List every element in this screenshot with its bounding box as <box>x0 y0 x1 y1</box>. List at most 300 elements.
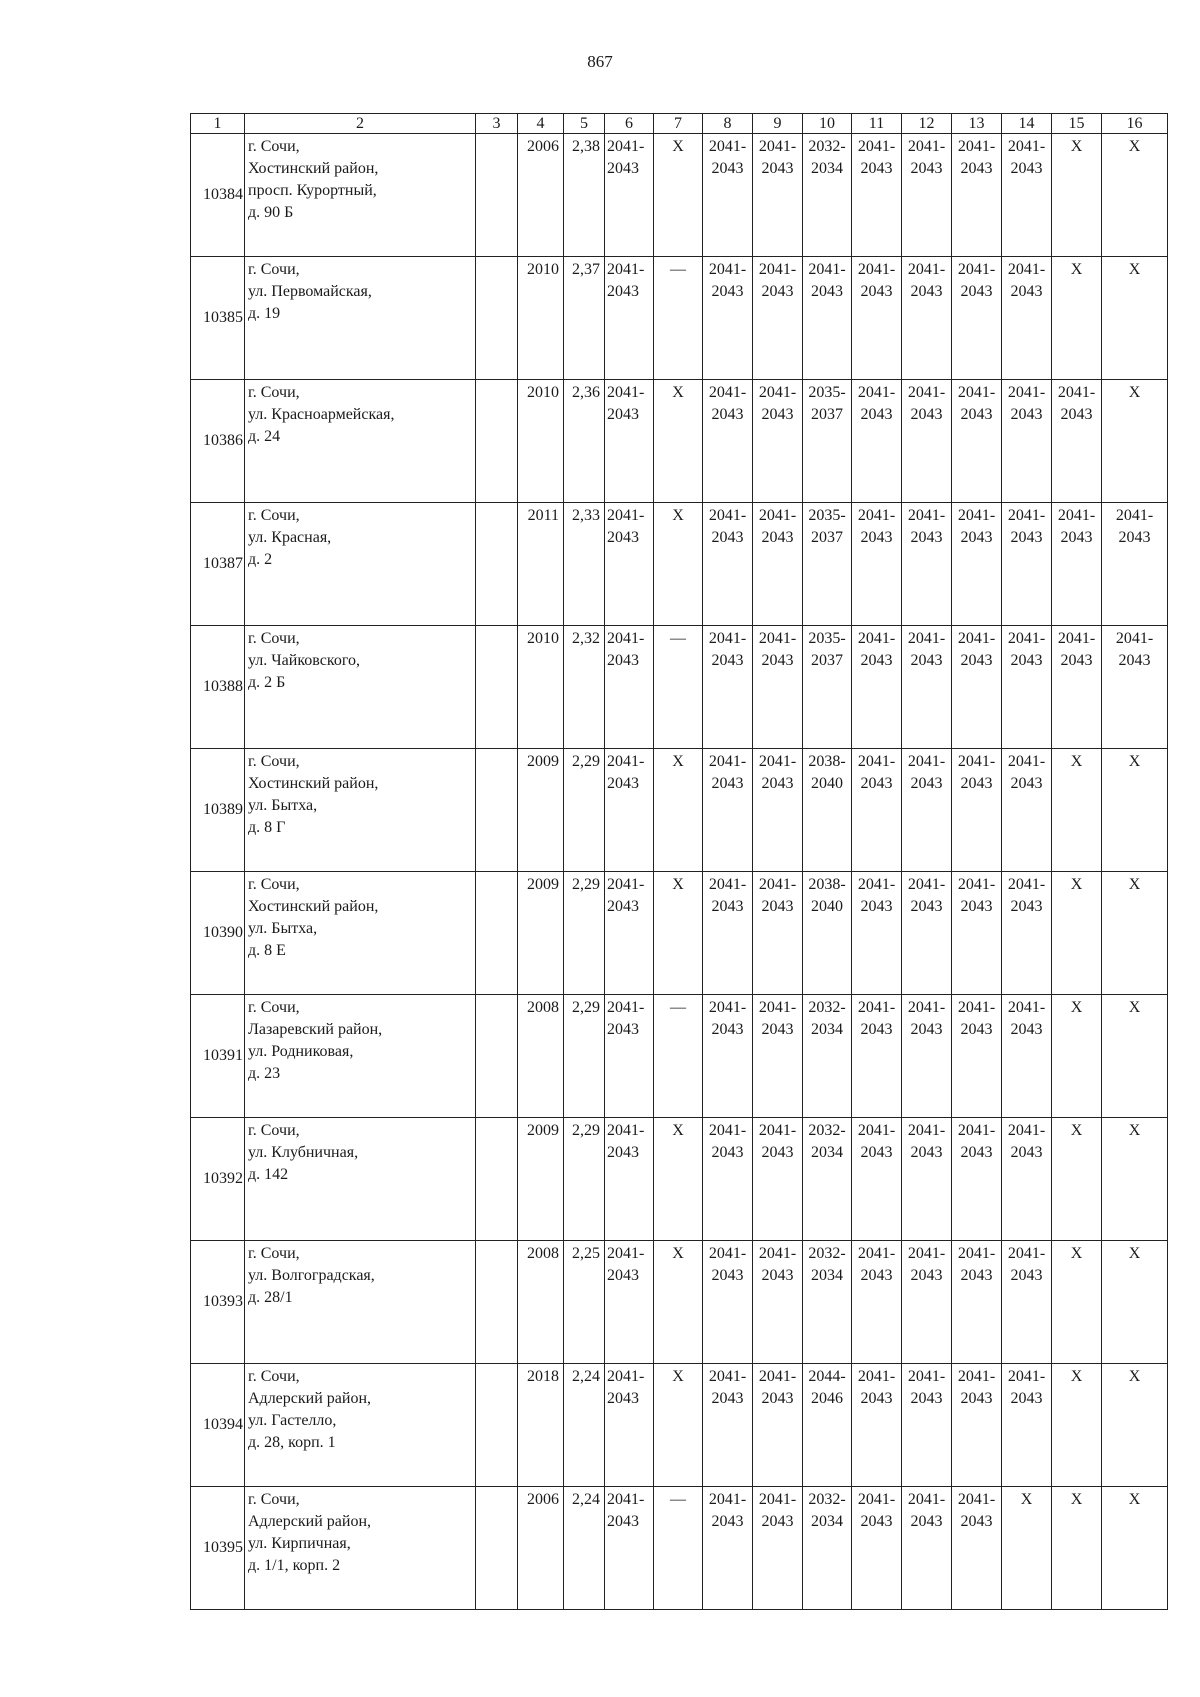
header-cell: 2 <box>245 114 476 134</box>
address-cell <box>245 1118 476 1241</box>
cell-line: 2046 <box>811 1390 843 1407</box>
period-cell <box>703 749 753 872</box>
cell-line: 2043 <box>960 160 993 177</box>
cell-line: 2043 <box>761 652 794 669</box>
table-row <box>191 749 1168 872</box>
cell-line: 2043 <box>711 898 744 915</box>
period-cell <box>1102 134 1168 257</box>
cell-line: 2043 <box>910 1144 943 1161</box>
cell-line: 2041- <box>1007 384 1046 401</box>
cell-line: 2032- <box>808 1245 846 1262</box>
cell-line: ул. Клубничная, <box>248 1144 359 1161</box>
cell-line: 2043 <box>761 1144 794 1161</box>
cell-line: 2034 <box>811 1267 843 1284</box>
cell-line: 2043 <box>711 529 744 546</box>
cell-line: д. 24 <box>248 428 281 445</box>
cell-line: 2043 <box>607 1144 639 1161</box>
cell-line: 2041- <box>957 630 996 647</box>
cell-line: 2041- <box>907 630 946 647</box>
cell-line: ул. Красная, <box>248 529 332 546</box>
value-cell: 2,24 <box>564 1487 605 1610</box>
period-cell <box>852 1118 902 1241</box>
cell-line: ул. Бытха, <box>248 797 318 814</box>
value-cell: 2,29 <box>564 872 605 995</box>
period-cell <box>902 503 952 626</box>
cell-line: 2041- <box>758 1245 797 1262</box>
period-cell <box>1002 749 1052 872</box>
cell-line: 2041- <box>857 507 896 524</box>
cell-line: 2041- <box>957 753 996 770</box>
cell-line: 2043 <box>711 406 744 423</box>
period-cell <box>852 1487 902 1610</box>
cell-line: 2041- <box>758 261 797 278</box>
cell-line: 2043 <box>711 1144 744 1161</box>
cell-line: г. Сочи, <box>248 1368 300 1385</box>
cell-line: 2034 <box>811 1144 843 1161</box>
cell-line: 2041- <box>857 138 896 155</box>
cell-line: 2041- <box>708 753 747 770</box>
period-cell <box>703 257 753 380</box>
period-cell <box>852 626 902 749</box>
period-cell <box>803 1487 852 1610</box>
period-cell <box>1002 1241 1052 1364</box>
cell-line: 2038- <box>808 753 846 770</box>
period-cell <box>852 872 902 995</box>
table-row <box>191 995 1168 1118</box>
cell-line: 2043 <box>960 1021 993 1038</box>
cell-line: просп. Курортный, <box>248 182 377 199</box>
period-cell <box>1002 134 1052 257</box>
cell-line: 2043 <box>910 1513 943 1530</box>
address-cell <box>245 1487 476 1610</box>
cell-line: 2041- <box>708 261 747 278</box>
period-cell <box>1102 503 1168 626</box>
period-cell <box>1102 257 1168 380</box>
cell-line: 2043 <box>607 775 639 792</box>
cell-line: 2043 <box>761 775 794 792</box>
col3-cell <box>476 503 518 626</box>
period-cell <box>902 257 952 380</box>
period-cell <box>703 1241 753 1364</box>
year-cell: 2018 <box>518 1364 564 1487</box>
period-cell <box>803 995 852 1118</box>
cell-line: 2041- <box>758 1491 797 1508</box>
period-cell <box>852 1364 902 1487</box>
cell-line: 2041- <box>857 876 896 893</box>
col7-cell: Х <box>654 872 703 995</box>
period-cell <box>952 749 1002 872</box>
col3-cell <box>476 626 518 749</box>
period-cell <box>803 749 852 872</box>
cell-line: 2043 <box>1010 652 1043 669</box>
period-cell <box>1102 749 1168 872</box>
cell-line: 2041- <box>907 261 946 278</box>
period-cell <box>803 1118 852 1241</box>
cell-line: 2043 <box>910 160 943 177</box>
period-cell <box>1002 626 1052 749</box>
cell-line: 2043 <box>1118 652 1151 669</box>
value-cell: 2,37 <box>564 257 605 380</box>
cell-line: д. 19 <box>248 305 281 322</box>
cell-line: 2043 <box>960 1144 993 1161</box>
period-cell <box>1102 872 1168 995</box>
address-cell <box>245 134 476 257</box>
col7-cell: Х <box>654 749 703 872</box>
cell-line: 2041- <box>907 876 946 893</box>
col3-cell <box>476 1487 518 1610</box>
cell-line: г. Сочи, <box>248 1122 300 1139</box>
cell-line: 2041- <box>1007 1368 1046 1385</box>
period-cell <box>852 1241 902 1364</box>
period-cell <box>1102 626 1168 749</box>
period-cell <box>803 626 852 749</box>
cell-line: 2041- <box>1115 507 1154 524</box>
cell-line: 2043 <box>860 1390 893 1407</box>
record-number: 10384 <box>191 134 245 257</box>
cell-line: д. 8 Г <box>248 819 286 836</box>
cell-line: 2043 <box>761 1021 794 1038</box>
header-cell: 13 <box>952 114 1002 134</box>
cell-line: 2041- <box>1007 876 1046 893</box>
cell-line: 2043 <box>860 1021 893 1038</box>
period-cell <box>753 626 803 749</box>
cell-line: 2043 <box>711 1390 744 1407</box>
period-cell <box>1102 1364 1168 1487</box>
cell-line: Х <box>1128 1368 1141 1385</box>
cell-line: 2041- <box>708 1491 747 1508</box>
period-cell <box>803 503 852 626</box>
period-cell <box>902 995 952 1118</box>
cell-line: Адлерский район, <box>248 1513 372 1530</box>
cell-line: г. Сочи, <box>248 876 300 893</box>
header-cell: 8 <box>703 114 753 134</box>
cell-line: 2037 <box>811 529 843 546</box>
cell-line: 2043 <box>860 898 893 915</box>
cell-line: Адлерский район, <box>248 1390 372 1407</box>
cell-line: 2043 <box>960 898 993 915</box>
cell-line: Х <box>1070 876 1083 893</box>
cell-line: 2041- <box>758 384 797 401</box>
cell-line: 2035- <box>808 507 846 524</box>
year-cell: 2010 <box>518 380 564 503</box>
cell-line: 2038- <box>808 876 846 893</box>
period-cell <box>1002 380 1052 503</box>
cell-line: 2041- <box>607 1245 645 1262</box>
header-cell: 12 <box>902 114 952 134</box>
cell-line: 2041- <box>1007 999 1046 1016</box>
cell-line: 2041- <box>607 876 645 893</box>
cell-line: 2041- <box>1007 138 1046 155</box>
cell-line: 2041- <box>708 384 747 401</box>
cell-line: 2041- <box>758 999 797 1016</box>
table-body <box>191 114 1168 1610</box>
table-row <box>191 503 1168 626</box>
cell-line: ул. Гастелло, <box>248 1412 337 1429</box>
table-row <box>191 872 1168 995</box>
cell-line: 2041- <box>957 1122 996 1139</box>
value-cell: 2,29 <box>564 995 605 1118</box>
cell-line: 2043 <box>607 1021 639 1038</box>
cell-line: г. Сочи, <box>248 630 300 647</box>
cell-line: 2041- <box>857 261 896 278</box>
period-cell <box>703 626 753 749</box>
cell-line: 2034 <box>811 160 843 177</box>
header-cell: 15 <box>1052 114 1102 134</box>
cell-line: 2041- <box>907 384 946 401</box>
cell-line: 2041- <box>708 507 747 524</box>
col7-cell: — <box>654 257 703 380</box>
period-cell <box>803 134 852 257</box>
period-cell <box>952 1487 1002 1610</box>
cell-line: 2043 <box>607 1390 639 1407</box>
cell-line: 2041- <box>1007 261 1046 278</box>
cell-line: 2041- <box>907 753 946 770</box>
header-cell: 1 <box>191 114 245 134</box>
cell-line: 2041- <box>957 138 996 155</box>
address-cell <box>245 626 476 749</box>
value-cell: 2,33 <box>564 503 605 626</box>
cell-line: 2035- <box>808 384 846 401</box>
period-cell <box>1102 1241 1168 1364</box>
cell-line: 2041- <box>857 384 896 401</box>
cell-line: д. 90 Б <box>248 204 294 221</box>
period-cell <box>1002 1118 1052 1241</box>
cell-line: 2041- <box>607 753 645 770</box>
cell-line: 2041- <box>708 138 747 155</box>
period-cell <box>902 1487 952 1610</box>
cell-line: 2041- <box>907 138 946 155</box>
period-cell <box>952 1241 1002 1364</box>
cell-line: 2041- <box>708 876 747 893</box>
address-cell <box>245 257 476 380</box>
col6-period-cell <box>605 872 654 995</box>
record-number: 10395 <box>191 1487 245 1610</box>
cell-line: Х <box>1070 1245 1083 1262</box>
header-cell: 11 <box>852 114 902 134</box>
page-number: 867 <box>587 52 613 71</box>
header-cell: 14 <box>1002 114 1052 134</box>
period-cell <box>1002 257 1052 380</box>
period-cell <box>803 1241 852 1364</box>
value-cell: 2,29 <box>564 1118 605 1241</box>
cell-line: 2041- <box>607 630 645 647</box>
period-cell <box>1002 1487 1052 1610</box>
cell-line: Х <box>1128 1122 1141 1139</box>
cell-line: Х <box>1128 261 1141 278</box>
cell-line: д. 2 Б <box>248 674 286 691</box>
year-cell: 2009 <box>518 872 564 995</box>
cell-line: 2043 <box>1010 775 1043 792</box>
cell-line: ул. Первомайская, <box>248 283 372 300</box>
period-cell <box>753 872 803 995</box>
cell-line: 2043 <box>761 283 794 300</box>
cell-line: 2034 <box>811 1513 843 1530</box>
cell-line: д. 2 <box>248 551 273 568</box>
col7-cell: — <box>654 626 703 749</box>
table-row <box>191 380 1168 503</box>
cell-line: 2041- <box>808 261 846 278</box>
cell-line: 2043 <box>860 529 893 546</box>
period-cell <box>952 503 1002 626</box>
address-cell <box>245 749 476 872</box>
record-number: 10386 <box>191 380 245 503</box>
cell-line: 2041- <box>1007 753 1046 770</box>
cell-line: 2043 <box>860 406 893 423</box>
header-cell: 16 <box>1102 114 1168 134</box>
cell-line: 2043 <box>910 529 943 546</box>
cell-line: 2041- <box>758 876 797 893</box>
cell-line: 2037 <box>811 406 843 423</box>
period-cell <box>852 134 902 257</box>
cell-line: Х <box>1128 1491 1141 1508</box>
cell-line: 2041- <box>857 1368 896 1385</box>
period-cell <box>1052 134 1102 257</box>
cell-line: 2041- <box>607 1491 645 1508</box>
cell-line: 2043 <box>910 1390 943 1407</box>
cell-line: 2043 <box>1010 1267 1043 1284</box>
period-cell <box>1102 380 1168 503</box>
cell-line: Хостинский район, <box>248 898 379 915</box>
cell-line: ул. Кирпичная, <box>248 1535 351 1552</box>
period-cell <box>1052 257 1102 380</box>
cell-line: 2043 <box>1010 1144 1043 1161</box>
cell-line: 2044- <box>808 1368 846 1385</box>
col6-period-cell <box>605 995 654 1118</box>
value-cell: 2,36 <box>564 380 605 503</box>
col6-period-cell <box>605 1487 654 1610</box>
period-cell <box>902 1364 952 1487</box>
col6-period-cell <box>605 626 654 749</box>
col7-cell: Х <box>654 1118 703 1241</box>
col7-cell: Х <box>654 1364 703 1487</box>
cell-line: 2043 <box>607 283 639 300</box>
cell-line: д. 23 <box>248 1065 281 1082</box>
period-cell <box>852 257 902 380</box>
cell-line: 2043 <box>960 1390 993 1407</box>
cell-line: 2041- <box>1057 507 1096 524</box>
table-row <box>191 257 1168 380</box>
cell-line: 2043 <box>607 529 639 546</box>
cell-line: 2043 <box>860 775 893 792</box>
cell-line: 2041- <box>758 753 797 770</box>
period-cell <box>753 257 803 380</box>
period-cell <box>1052 1487 1102 1610</box>
year-cell: 2010 <box>518 626 564 749</box>
cell-line: д. 28, корп. 1 <box>248 1434 336 1451</box>
cell-line: 2043 <box>910 406 943 423</box>
col7-cell: Х <box>654 1241 703 1364</box>
cell-line: 2043 <box>607 652 639 669</box>
period-cell <box>703 1118 753 1241</box>
cell-line: Х <box>1070 753 1083 770</box>
cell-line: 2041- <box>1007 1122 1046 1139</box>
col6-period-cell <box>605 1364 654 1487</box>
register-table <box>190 113 1168 1610</box>
period-cell <box>753 749 803 872</box>
cell-line: Х <box>1070 999 1083 1016</box>
cell-line: 2041- <box>607 507 645 524</box>
period-cell <box>703 503 753 626</box>
period-cell <box>902 380 952 503</box>
cell-line: 2041- <box>957 999 996 1016</box>
header-cell: 10 <box>803 114 852 134</box>
cell-line: 2043 <box>1010 529 1043 546</box>
year-cell: 2006 <box>518 1487 564 1610</box>
header-cell: 5 <box>564 114 605 134</box>
period-cell <box>803 380 852 503</box>
cell-line: 2041- <box>607 261 645 278</box>
cell-line: д. 142 <box>248 1166 289 1183</box>
cell-line: 2041- <box>857 630 896 647</box>
period-cell <box>1102 1487 1168 1610</box>
period-cell <box>852 380 902 503</box>
cell-line: 2041- <box>708 1368 747 1385</box>
cell-line: г. Сочи, <box>248 753 300 770</box>
cell-line: г. Сочи, <box>248 138 300 155</box>
cell-line: Х <box>1070 1122 1083 1139</box>
year-cell: 2008 <box>518 995 564 1118</box>
col3-cell <box>476 380 518 503</box>
cell-line: 2041- <box>907 999 946 1016</box>
record-number: 10393 <box>191 1241 245 1364</box>
period-cell <box>753 1487 803 1610</box>
table-row <box>191 626 1168 749</box>
cell-line: 2043 <box>960 529 993 546</box>
period-cell <box>753 503 803 626</box>
col6-period-cell <box>605 749 654 872</box>
record-number: 10385 <box>191 257 245 380</box>
period-cell <box>1052 995 1102 1118</box>
col3-cell <box>476 1364 518 1487</box>
year-cell: 2006 <box>518 134 564 257</box>
cell-line: 2043 <box>607 898 639 915</box>
cell-line: 2041- <box>857 753 896 770</box>
cell-line: г. Сочи, <box>248 384 300 401</box>
cell-line: г. Сочи, <box>248 507 300 524</box>
cell-line: 2043 <box>1060 529 1093 546</box>
cell-line: 2043 <box>761 1267 794 1284</box>
cell-line: Х <box>1128 999 1141 1016</box>
cell-line: 2043 <box>711 1267 744 1284</box>
period-cell <box>1052 1118 1102 1241</box>
cell-line: 2043 <box>860 652 893 669</box>
cell-line: 2041- <box>758 630 797 647</box>
period-cell <box>902 626 952 749</box>
cell-line: 2043 <box>910 898 943 915</box>
cell-line: 2041- <box>957 384 996 401</box>
cell-line: 2043 <box>910 1021 943 1038</box>
cell-line: 2041- <box>907 1122 946 1139</box>
period-cell <box>753 134 803 257</box>
cell-line: 2041- <box>857 1245 896 1262</box>
cell-line: Х <box>1128 384 1141 401</box>
period-cell <box>1002 872 1052 995</box>
period-cell <box>952 257 1002 380</box>
period-cell <box>753 995 803 1118</box>
col7-cell: Х <box>654 134 703 257</box>
header-cell: 9 <box>753 114 803 134</box>
header-cell: 6 <box>605 114 654 134</box>
cell-line: Х <box>1070 1491 1083 1508</box>
address-cell <box>245 380 476 503</box>
period-cell <box>852 749 902 872</box>
cell-line: ул. Родниковая, <box>248 1043 354 1060</box>
cell-line: 2040 <box>811 898 843 915</box>
cell-line: 2040 <box>811 775 843 792</box>
table-row <box>191 1118 1168 1241</box>
cell-line: 2041- <box>857 1491 896 1508</box>
period-cell <box>703 995 753 1118</box>
